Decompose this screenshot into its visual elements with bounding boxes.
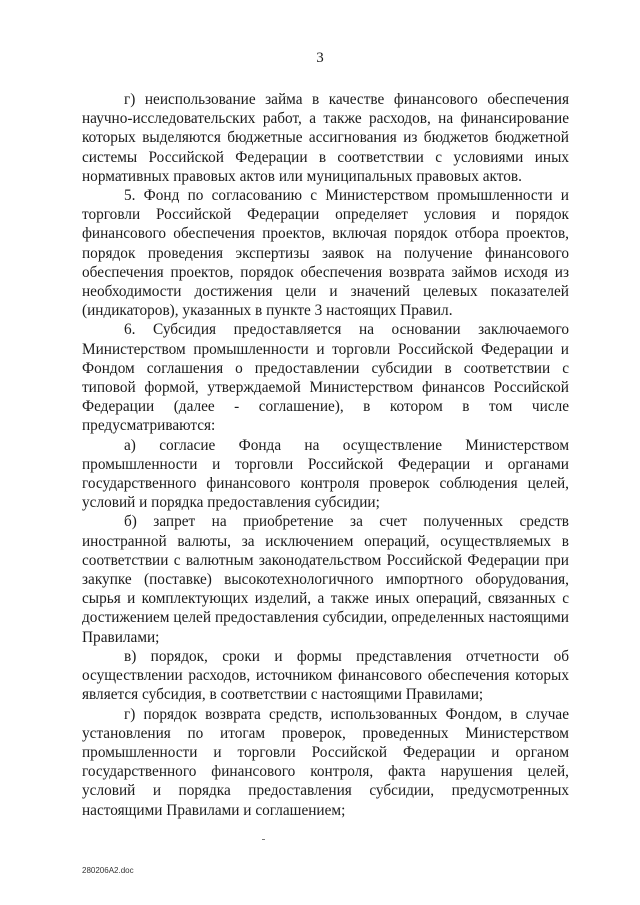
footer-file-code: 280206A2.doc	[82, 866, 134, 875]
page-number: 3	[316, 50, 324, 66]
paragraph-item-g-return: г) порядок возврата средств, использованных Фондом, в случае установления по итогам проверок, проведенных Министерством промышленности и торговли Российской Федерации и органом государственного финансового контроля, факта нарушения целей, условий и порядка предоставления субсидии, предусмотренных настоящими Правилами и соглашением;	[82, 705, 569, 819]
paragraph-clause-5: 5. Фонд по согласованию с Министерством промышленности и торговли Российской Федерации определяет условия и порядок финансового обеспечения проектов, включая порядок отбора проектов, порядок проведения экспертизы заявок на получение финансового обеспечения проектов, порядок обеспечения возврата займов исходя из необходимости достижения цели и значений целевых показателей (индикаторов), указанных в пункте 3 настоящих Правил.	[82, 187, 569, 320]
paragraph-item-v: в) порядок, сроки и формы представления отчетности об осуществлении расходов, источником финансового обеспечения которых является субсидия, в соответствии с настоящими Правилами;	[82, 647, 569, 704]
document-body	[82, 90, 569, 820]
paragraph-item-g-funding: г) неиспользование займа в качестве финансового обеспечения научно-исследовательских работ, а также расходов, на финансирование которых выделяются бюджетные ассигнования из бюджетов бюджетной системы Российской Федерации в соответствии с условиями иных нормативных правовых актов или муниципальных правовых актов.	[82, 91, 569, 185]
paragraph-item-b: б) запрет на приобретение за счет полученных средств иностранной валюты, за исключением операций, осуществляемых в соответствии с валютным законодательством Российской Федерации при закупке (поставке) высокотехнологичного импортного оборудования, сырья и комплектующих изделий, а также иных операций, связанных с достижением целей предоставления субсидии, определенных настоящими Правилами;	[82, 513, 569, 646]
scan-mark	[262, 839, 265, 840]
paragraph-item-a: а) согласие Фонда на осуществление Министерством промышленности и торговли Российской Федерации и органами государственного финансового контроля проверок соблюдения целей, условий и порядка предоставления субсидии;	[82, 436, 569, 512]
paragraph-clause-6: 6. Субсидия предоставляется на основании заключаемого Министерством промышленности и торговли Российской Федерации и Фондом соглашения о предоставлении субсидии в соответствии с типовой формой, утверждаемой Министерством финансов Российской Федерации (далее - соглашение), в котором в том числе предусматриваются:	[82, 321, 569, 435]
